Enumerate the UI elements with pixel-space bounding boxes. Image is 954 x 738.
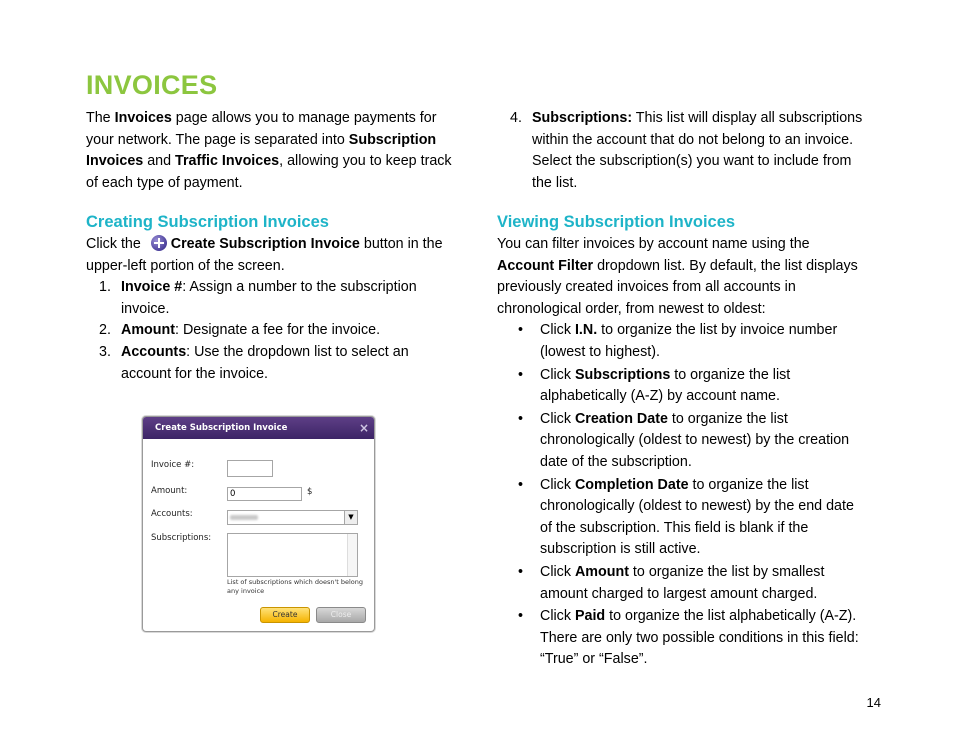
bullet-item: • Click Creation Date to organize the list chronologically (oldest to newest) by the creation date of the subscription. bbox=[518, 410, 850, 470]
close-icon[interactable]: × bbox=[358, 421, 369, 435]
intro-paragraph: The Invoices page allows you to manage payments for your network. The page is separated into Subscription Invoices and Traffic Invoices, allowing you to keep track of each type of payment. bbox=[86, 110, 452, 191]
scrollbar[interactable] bbox=[347, 534, 357, 576]
bullet-item: • Click Subscriptions to organize the list alphabetically (A-Z) by account name. bbox=[518, 366, 791, 405]
bullet-item: • Click Amount to organize the list by smallest amount charged to largest amount charged. bbox=[518, 563, 825, 602]
dialog-titlebar bbox=[143, 417, 374, 439]
creating-lead: Click the Create Subscription Invoice button in the upper-left portion of the screen. bbox=[86, 236, 443, 274]
subscriptions-note: List of subscriptions which doesn't belong any invoice bbox=[227, 578, 364, 595]
viewing-section bbox=[497, 234, 869, 672]
create-button[interactable]: Create bbox=[260, 607, 310, 623]
list-item: 2. Amount: Designate a fee for the invoice. bbox=[99, 322, 381, 339]
list-item: 4. Subscriptions: This list will display all subscriptions within the account that do not belong to an invoice. Select the subscription(s) you want to include from the list. bbox=[510, 110, 863, 191]
currency-symbol: $ bbox=[307, 487, 313, 497]
subscriptions-item bbox=[497, 108, 869, 194]
bullet-item: • Click Completion Date to organize the list chronologically (oldest to newest) by the end date of the subscription. This field is blank if the subscription is still active. bbox=[518, 476, 854, 558]
create-invoice-dialog bbox=[142, 416, 375, 632]
amount-label: Amount: bbox=[151, 486, 188, 496]
dialog-title: Create Subscription Invoice bbox=[155, 423, 288, 433]
creating-section bbox=[86, 234, 458, 385]
plus-circle-icon bbox=[151, 235, 167, 251]
bullet-item: • Click Paid to organize the list alphabetically (A-Z). There are only two possible conditions in this field: “True” or “False”. bbox=[518, 608, 859, 668]
accounts-label: Accounts: bbox=[151, 509, 193, 519]
amount-input[interactable]: 0 bbox=[227, 487, 302, 501]
accounts-select[interactable] bbox=[227, 510, 358, 525]
viewing-heading: Viewing Subscription Invoices bbox=[497, 213, 736, 231]
subscriptions-label: Subscriptions: bbox=[151, 533, 212, 543]
chevron-down-icon[interactable]: ▼ bbox=[344, 511, 357, 524]
blurred-account-name bbox=[230, 515, 258, 520]
subscriptions-list[interactable] bbox=[227, 533, 358, 577]
list-item: 3. Accounts: Use the dropdown list to select an account for the invoice. bbox=[99, 343, 409, 382]
close-button[interactable]: Close bbox=[316, 607, 366, 623]
page-number: 14 bbox=[866, 695, 881, 710]
page-title: INVOICES bbox=[86, 70, 218, 100]
viewing-lead: You can filter invoices by account name using the Account Filter dropdown list. By default, the list displays previously created invoices from all accounts in chronological order, from newest to oldest: bbox=[497, 236, 858, 317]
invoice-input[interactable] bbox=[227, 460, 273, 477]
invoice-label: Invoice #: bbox=[151, 460, 195, 470]
list-item: 1. Invoice #: Assign a number to the subscription invoice. bbox=[99, 279, 417, 317]
creating-heading: Creating Subscription Invoices bbox=[86, 213, 329, 231]
bullet-item: • Click I.N. to organize the list by invoice number (lowest to highest). bbox=[518, 322, 838, 360]
